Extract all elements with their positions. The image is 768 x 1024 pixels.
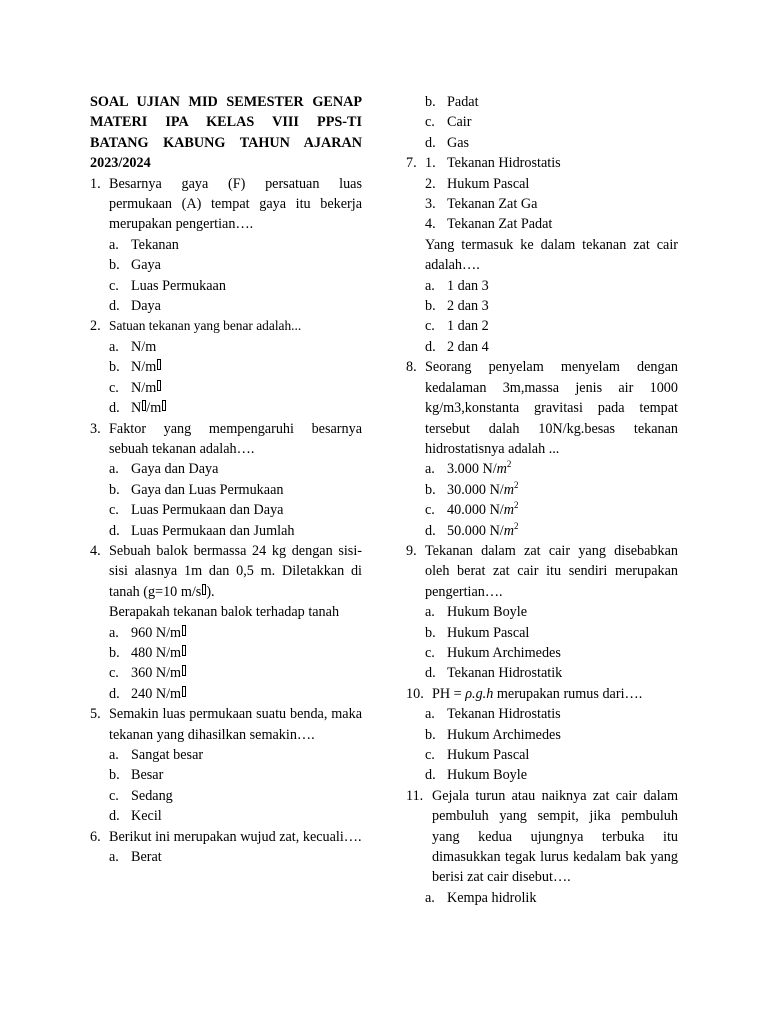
question-number: 11. [406, 787, 424, 804]
option [90, 643, 362, 663]
option-text: Gaya [131, 257, 161, 274]
option-letter: a. [425, 277, 435, 294]
statement-item [425, 194, 678, 214]
option [406, 725, 678, 745]
option-text: Hukum Archimedes [447, 726, 561, 743]
option [406, 112, 678, 132]
missing-glyph-box [157, 359, 161, 370]
option [90, 459, 362, 479]
question-text: Faktor yang mempengaruhi besarnya sebuah tekanan adalah…. [109, 420, 362, 457]
option-text: /m [146, 400, 162, 417]
option [90, 378, 362, 398]
statement-text: Hukum Pascal [447, 175, 530, 192]
statement-item [425, 153, 678, 173]
statement-item [425, 174, 678, 194]
option-letter: a. [109, 338, 119, 355]
option-letter: d. [109, 298, 120, 315]
option-letter: d. [425, 767, 436, 784]
right-column [406, 92, 678, 908]
unit-exponent: 2 [514, 520, 519, 531]
option-text: Sangat besar [131, 747, 204, 763]
option [90, 663, 362, 683]
option-letter: c. [109, 787, 119, 804]
question-number: 2. [90, 318, 101, 335]
option-letter: a. [109, 236, 119, 253]
option [406, 500, 678, 520]
option-letter: c. [425, 747, 435, 763]
question-3 [90, 419, 362, 460]
unit-text: m [496, 461, 507, 478]
option-text: Luas Permukaan dan Jumlah [131, 522, 295, 539]
question-text: Berapakah tekanan balok terhadap tanah [109, 604, 340, 621]
question-8 [406, 357, 678, 459]
question-7 [406, 153, 678, 235]
unit-exponent: 2 [514, 479, 519, 490]
unit-exponent: 2 [514, 500, 519, 511]
option-letter: b. [109, 644, 120, 661]
option-text: N/m [131, 338, 157, 355]
option-letter: b. [425, 94, 436, 110]
option [90, 357, 362, 377]
question-text: ). [206, 583, 215, 600]
option [406, 337, 678, 357]
statement-number: 3. [425, 196, 436, 213]
option-text: N [131, 400, 142, 417]
question-text: Semakin luas permukaan suatu benda, maka tekanan yang dihasilkan semakin…. [109, 706, 362, 743]
option-text: 2 dan 3 [447, 298, 489, 315]
option [90, 745, 362, 765]
question-text: Tekanan dalam zat cair yang disebabkan oleh berat zat cair itu sendiri merupakan pengertian…. [425, 542, 678, 600]
question-number: 1. [90, 175, 101, 192]
question-text: Sebuah balok bermassa 24 kg dengan sisi-sisi alasnya 1m dan 0,5 m. Diletakkan di tanah (g=10 m/s [109, 542, 362, 600]
option [90, 684, 362, 704]
option-letter: d. [425, 522, 436, 539]
option-text: 960 N/m [131, 624, 182, 641]
option [406, 663, 678, 683]
question-number: 5. [90, 706, 101, 723]
option-letter: d. [109, 522, 120, 539]
option [406, 296, 678, 316]
option-text: 50.000 [447, 522, 487, 539]
missing-glyph-box [182, 686, 186, 697]
statement-item [425, 214, 678, 234]
option-text: Hukum Boyle [447, 604, 527, 621]
option [406, 602, 678, 622]
missing-glyph-box [182, 645, 186, 656]
option-letter: c. [425, 502, 435, 519]
option [406, 888, 678, 908]
question-text: Seorang penyelam menyelam dengan kedalaman 3m,massa jenis air 1000 kg/m3,konstanta gravitasi pada tempat tersebut dalah 10N/kg.besas tekanan hidrostatisnya adalah ... [425, 359, 678, 457]
option [90, 255, 362, 275]
option-letter: a. [425, 889, 435, 906]
option-text: N/m [131, 359, 157, 376]
statement-text: Tekanan Zat Padat [447, 216, 553, 233]
question-4 [90, 541, 362, 623]
unit-text: m [503, 522, 514, 539]
option [406, 92, 678, 112]
option-text: 2 dan 4 [447, 338, 489, 355]
question-10 [406, 684, 678, 704]
title-line: 2023/2024 [90, 155, 151, 172]
option-letter: b. [425, 624, 436, 641]
exam-title [90, 92, 362, 174]
title-line: BATANG KABUNG TAHUN AJARAN [90, 134, 362, 151]
statement-text: Tekanan Zat Ga [447, 196, 538, 213]
question-text: PH = [432, 685, 466, 702]
option [90, 786, 362, 806]
question-text: Gejala turun atau naiknya zat cair dalam pembuluh yang sempit, jika pembuluh yang kedua ujungnya terbuka itu dimasukkan tegak lurus kedalam bak yang berisi zat cair disebut…. [432, 787, 678, 886]
question-number: 8. [406, 359, 417, 376]
statement-number: 2. [425, 175, 436, 192]
option-letter: b. [425, 481, 436, 498]
question-9 [406, 541, 678, 602]
statement-number: 4. [425, 216, 436, 233]
question-number: 3. [90, 420, 101, 437]
option-text: Besar [131, 767, 164, 784]
option-text: 360 N/m [131, 665, 182, 682]
option-letter: d. [425, 338, 436, 355]
option [90, 296, 362, 316]
option-text: Cair [447, 114, 472, 131]
option-letter: d. [425, 134, 436, 151]
question-text: merupakan rumus dari…. [493, 685, 643, 702]
unit-exponent: 2 [506, 459, 512, 470]
option [90, 235, 362, 255]
option [406, 521, 678, 541]
option-letter: a. [425, 706, 435, 723]
unit-text: N/ [482, 461, 497, 478]
option-letter: d. [109, 400, 120, 417]
option-letter: d. [109, 808, 120, 825]
statement-text: Tekanan Hidrostatis [447, 155, 561, 172]
option-text: Kecil [131, 808, 162, 825]
option-letter: d. [425, 665, 436, 682]
option [406, 643, 678, 663]
question-text: Berikut ini merupakan wujud zat, kecuali…. [109, 828, 362, 845]
option-letter: b. [109, 359, 120, 376]
option-text: 40.000 [447, 502, 487, 519]
missing-glyph-box [182, 665, 186, 676]
option-text: Hukum Archimedes [447, 644, 561, 661]
option-letter: c. [425, 114, 435, 131]
option-letter: a. [109, 747, 119, 763]
option-letter: a. [425, 461, 435, 478]
option-letter: c. [109, 277, 119, 294]
question-number: 6. [90, 828, 101, 845]
option-text: 3.000 [447, 461, 479, 478]
option [406, 276, 678, 296]
option-letter: a. [109, 624, 119, 641]
option [406, 745, 678, 765]
question-number: 4. [90, 542, 101, 559]
question-number: 9. [406, 542, 417, 559]
option-text: Hukum Pascal [447, 624, 530, 641]
option-text: N/m [131, 379, 157, 396]
option-letter: c. [109, 665, 119, 682]
option [406, 704, 678, 724]
question-text: Satuan tekanan yang benar adalah... [109, 318, 302, 334]
unit-text: m [503, 481, 514, 498]
option-text: Tekanan [131, 236, 179, 253]
option-text: 30.000 [447, 481, 487, 498]
missing-glyph-box [157, 380, 161, 391]
option-text: Daya [131, 298, 161, 315]
question-11 [406, 786, 678, 888]
option-text: 1 dan 2 [447, 318, 489, 335]
title-line: SOAL UJIAN MID SEMESTER GENAP [90, 94, 362, 110]
option-letter: d. [109, 685, 120, 702]
option [90, 276, 362, 296]
question-1 [90, 174, 362, 235]
option [90, 521, 362, 541]
option [90, 806, 362, 826]
option-text: 1 dan 3 [447, 277, 489, 294]
option [90, 337, 362, 357]
question-text: Yang termasuk ke dalam tekanan zat cair adalah…. [425, 236, 678, 274]
title-line: MATERI IPA KELAS VIII PPS-TI [90, 114, 362, 131]
option-text: Luas Permukaan [131, 277, 226, 294]
option-letter: a. [109, 849, 119, 866]
option-letter: a. [109, 461, 119, 478]
missing-glyph-box [162, 400, 166, 411]
option-letter: c. [109, 502, 119, 519]
option [90, 480, 362, 500]
option-letter: c. [109, 379, 119, 396]
option [90, 623, 362, 643]
option-letter: a. [425, 604, 435, 621]
option [406, 459, 678, 479]
question-6 [90, 827, 362, 847]
option [90, 500, 362, 520]
option [90, 847, 362, 867]
option-text: Padat [447, 94, 479, 110]
option-text: 240 N/m [131, 685, 182, 702]
option [406, 765, 678, 785]
option-letter: b. [109, 767, 120, 784]
statement-number: 1. [425, 155, 436, 172]
option-letter: c. [425, 318, 435, 335]
option-text: Gaya dan Daya [131, 461, 219, 478]
option-letter: b. [109, 481, 120, 498]
option [406, 133, 678, 153]
question-text: Besarnya gaya (F) persatuan luas permukaan (A) tempat gaya itu bekerja merupakan pengertian…. [109, 175, 362, 233]
option [406, 316, 678, 336]
unit-text: m [503, 502, 514, 519]
option-text: Hukum Boyle [447, 767, 527, 784]
option-letter: b. [425, 298, 436, 315]
missing-glyph-box [182, 625, 186, 636]
option [90, 765, 362, 785]
option-text: Berat [131, 849, 162, 866]
option-letter: b. [425, 726, 436, 743]
question-2 [90, 316, 362, 336]
option-text: Hukum Pascal [447, 747, 530, 763]
option-text: Gaya dan Luas Permukaan [131, 481, 284, 498]
option-text: Kempa hidrolik [447, 889, 537, 906]
option-text: Tekanan Hidrostatis [447, 706, 561, 723]
option-letter: c. [425, 644, 435, 661]
option-text: Tekanan Hidrostatik [447, 665, 563, 682]
option-letter: b. [109, 257, 120, 274]
question-number: 10. [406, 685, 424, 702]
left-column [90, 92, 362, 867]
option [406, 623, 678, 643]
question-number: 7. [406, 155, 417, 172]
option-text: Sedang [131, 787, 173, 804]
option-text: 480 N/m [131, 644, 182, 661]
option-text: Luas Permukaan dan Daya [131, 502, 284, 519]
unit-text: N/ [489, 502, 504, 519]
question-5 [90, 704, 362, 745]
option [406, 480, 678, 500]
unit-text: N/ [489, 481, 504, 498]
option [90, 398, 362, 418]
formula: ρ.g.h [465, 685, 494, 702]
unit-text: N/ [489, 522, 504, 539]
option-text: Gas [447, 134, 470, 151]
